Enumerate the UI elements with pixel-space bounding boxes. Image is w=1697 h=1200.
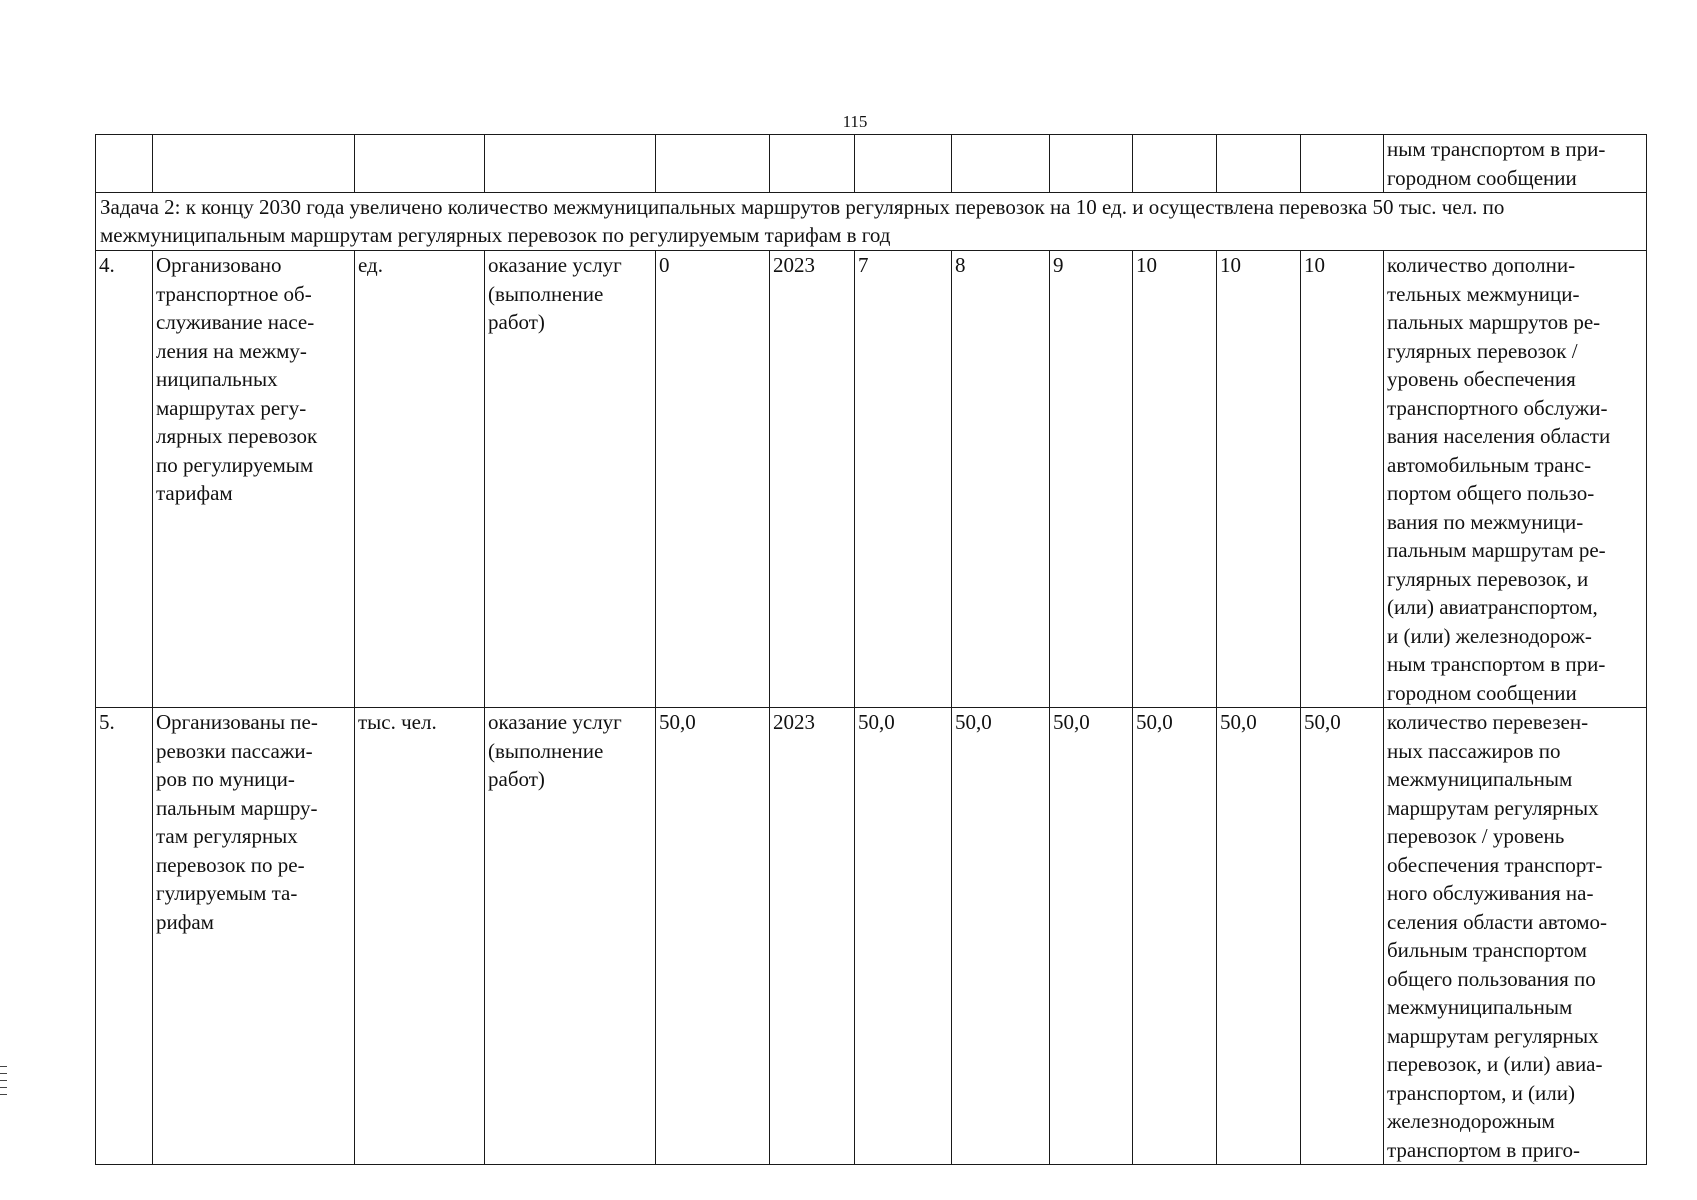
scan-mark	[0, 1066, 7, 1067]
cell-number: 4.	[96, 251, 153, 708]
cell-base-value: 50,0	[656, 708, 770, 1165]
table-row-continuation	[96, 135, 1647, 193]
cell-empty	[1050, 135, 1133, 193]
cell-name: Организовано транспортное об- служивание насе- ления на межму- ниципальных маршрутах регу- лярных перевозок по регулируемым тарифам	[153, 251, 355, 708]
cell-value: 50,0	[1050, 708, 1133, 1165]
cell-value: 10	[1217, 251, 1301, 708]
cell-type: оказание услуг (выполнение работ)	[485, 708, 656, 1165]
table-row	[96, 251, 1647, 708]
page-number: 115	[842, 112, 868, 131]
cell-unit: тыс. чел.	[355, 708, 485, 1165]
scan-mark	[0, 1073, 7, 1074]
cell-empty	[153, 135, 355, 193]
cell-type: оказание услуг (выполнение работ)	[485, 251, 656, 708]
cell-value: 50,0	[1301, 708, 1384, 1165]
cell-base-value: 0	[656, 251, 770, 708]
cell-empty	[1301, 135, 1384, 193]
table-row	[96, 708, 1647, 1165]
indicators-table	[95, 134, 1647, 1165]
task-heading: Задача 2: к концу 2030 года увеличено количество межмуниципальных маршрутов регулярных перевозок на 10 ед. и осуществлена перевозка 50 тыс. чел. по межмуниципальным маршрутам регулярных перевозок по регулируемым тарифам в год	[96, 193, 1647, 251]
cell-unit: ед.	[355, 251, 485, 708]
scan-mark	[0, 1080, 7, 1081]
cell-empty	[770, 135, 855, 193]
cell-value: 10	[1133, 251, 1217, 708]
scan-mark	[0, 1087, 7, 1088]
cell-description: количество перевезен- ных пассажиров по межмуниципальным маршрутам регулярных перевозок / уровень обеспечения транспорт- ного обслуживания на- селения области автомо- бильным транспортом общего пользования по межмуниципальным маршрутам регулярных перевозок, и (или) авиа- транспортом, и (или) железнодорожным транспортом в приго-	[1384, 708, 1647, 1165]
cell-value: 8	[952, 251, 1050, 708]
cell-empty	[1133, 135, 1217, 193]
cell-empty	[855, 135, 952, 193]
cell-base-year: 2023	[770, 708, 855, 1165]
cell-number: 5.	[96, 708, 153, 1165]
cell-empty	[656, 135, 770, 193]
cell-description: ным транспортом в при- городном сообщении	[1384, 135, 1647, 193]
table-row-task	[96, 193, 1647, 251]
cell-name: Организованы пе- ревозки пассажи- ров по муници- пальным маршру- там регулярных перевозок по ре- гулируемым та- рифам	[153, 708, 355, 1165]
cell-base-year: 2023	[770, 251, 855, 708]
cell-empty	[96, 135, 153, 193]
cell-empty	[355, 135, 485, 193]
cell-value: 50,0	[855, 708, 952, 1165]
cell-value: 50,0	[1133, 708, 1217, 1165]
cell-value: 7	[855, 251, 952, 708]
cell-description: количество дополни- тельных межмуници- пальных маршрутов ре- гулярных перевозок / уровень обеспечения транспортного обслужи- вания населения области автомобильным транс- портом общего пользо- вания по межмуници- пальным маршрутам ре- гулярных перевозок, и (или) авиатранспортом, и (или) железнодорож- ным транспортом в при- городном сообщении	[1384, 251, 1647, 708]
cell-empty	[952, 135, 1050, 193]
cell-value: 50,0	[1217, 708, 1301, 1165]
cell-value: 9	[1050, 251, 1133, 708]
cell-value: 10	[1301, 251, 1384, 708]
cell-value: 50,0	[952, 708, 1050, 1165]
scan-mark	[0, 1094, 7, 1095]
cell-empty	[485, 135, 656, 193]
cell-empty	[1217, 135, 1301, 193]
